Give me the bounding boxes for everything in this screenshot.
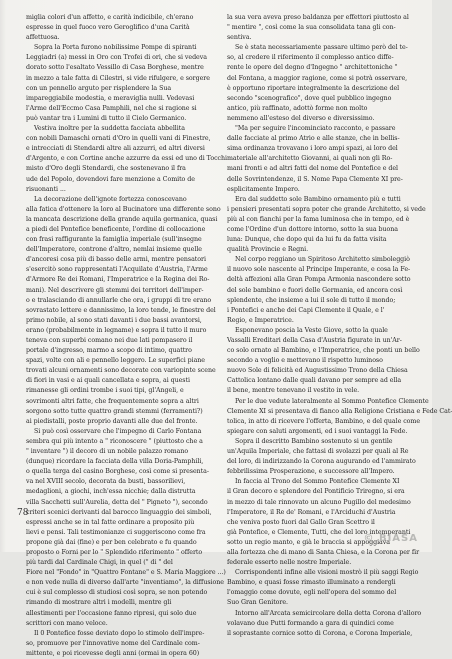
text-line: Fiore nel "Fondo" in "Quattro Fontane" e S. Maria Maggiore ...) — [26, 569, 226, 577]
text-line: già Pontefice, e Clemente, Tutti, che del loro intemperanti — [227, 528, 411, 536]
text-line: mittente, e poi ricevesse degli anni (ormai in opera 60) — [26, 649, 200, 657]
text-line: Sopra il descritto Bambino sostenuto si un gentile — [235, 437, 393, 445]
text-line: va nel XVIII secolo, decorata da busti, bassorilievi, — [26, 478, 186, 486]
text-line: in mezzo a tale fatta di Cilestri, si vide rifulgere, e sorgere — [26, 74, 210, 82]
text-line: d'Armore Re dei Romani, l'Imperatrice e la Regina dei Ro- — [26, 276, 210, 284]
text-line: cui è sul complesso di studiosi così sopra, se non potendo — [26, 589, 208, 597]
text-line: dalle facciate al primo Atrio e alle stanze, che in bellis- — [227, 135, 400, 143]
text-line: Clemente XI si presentava di fianco alla Religione Cristiana e Fede Cat- — [227, 407, 452, 415]
text-line: d'Argento, e con Cortine anche azzurre da essi ed uno di Tocchi — [26, 155, 227, 163]
text-line: Suo Gran Genitore. — [227, 599, 288, 607]
text-line: a piedi del Pontefice beneficente, l'ordine di collocazione — [26, 225, 206, 233]
text-line: Esponevano poscia la Veste Giove, sotto la quale — [235, 326, 388, 334]
text-line: di fiori in vasi e ai quali cancellata e sopra, ai questi — [26, 377, 190, 385]
right-text-column — [227, 13, 452, 639]
text-line: Regio, e Imperatrice. — [227, 316, 294, 324]
text-line: d'ancoresi cosa più di basso delle armi, mentre pensatori — [26, 256, 206, 264]
text-line: la mancata descrizione della grande aquila germanica, quasi — [26, 215, 218, 223]
text-line: il bene, mentre tenevano il vestito in vele. — [227, 387, 360, 395]
text-line: o e tralasciando di annullarle che ora, i gruppi di tre erano — [26, 296, 212, 304]
text-line: l'Arme dell'Eccmo Casa Pamphili, nel che si ragione si — [26, 104, 197, 112]
text-line: e intrecciati di Stendardi altre ali azzurri, ed altri diversi — [26, 145, 205, 153]
text-line: deltà affezioni alla Gran Pompa Armonia nascondere sotto — [227, 276, 411, 284]
text-line: " mentire ", così come la sua consolidata tana gli con- — [227, 24, 396, 32]
text-line: proposto o Forni per lo " Splendido riferimento " offerto — [26, 548, 203, 556]
text-line: l'omaggio come dovute, egli nell'opera del sommo del — [227, 589, 397, 597]
text-line: che veniva posto fuori dal Gallo Gran Scettro il — [227, 518, 375, 526]
text-line: nemmeno all'esteso del diverso e diversissimo. — [227, 114, 375, 122]
watermark: © BIASA — [363, 533, 418, 544]
text-line: sima ordinanza trovavano i loro ampi spazi, ai loro del — [227, 145, 398, 153]
text-line: so, al credere il riferimento il complesso antico diffe- — [227, 54, 394, 62]
text-line: federale esserto nelle nostre Imperiale. — [227, 559, 352, 567]
text-line: volavano due Putti formando a gara di quindici come — [227, 619, 394, 627]
text-line: s'esercitò sono rappresentati l'Acquilate d'Austria, l'Arme — [26, 266, 208, 274]
text-line: dell'Imperatore, controne d'altro, nemlai insieme quelle — [26, 246, 202, 254]
text-line: Si può così osservare che l'impegno di Carlo Fontana — [34, 427, 202, 435]
text-line: con frasi raffigurante la famiglia imperiale (sull'insegne — [26, 236, 202, 244]
text-line: rimanesse gli ordini trombe i suoi tipi, gl'Angeli, e — [26, 387, 184, 395]
text-line: con nobili Damaschi ornati d'Oro in quelli vani di Finestre, — [26, 135, 211, 143]
text-line: febbrilissima Prosperazione, e successore all'Impero. — [227, 468, 395, 476]
page-gutter-shadow — [0, 0, 6, 552]
text-line: in mezzo di tale rinnovato un alcuno Pugillo del medesimo — [227, 498, 411, 506]
text-line: l'Imperatore, il Re de' Romani, e l'Arciduchi d'Austria — [227, 508, 396, 516]
text-line: co solo ornato al Bambino, e l'Imperatrice, che ponti un bello — [227, 347, 420, 355]
text-line: teneva con superbi comano nei due lati pompasero il — [26, 337, 193, 344]
page-number: 78 — [17, 508, 29, 518]
text-line: i Pontefici e anche dei Capi Clemente il Quale, e l' — [227, 306, 385, 314]
text-line: (dunque) ricordare la facciata della villa Doria-Pamphili, — [26, 458, 204, 466]
text-line: criteri scenici derivanti dal barocco linguaggio dei simboli, — [26, 508, 212, 516]
text-line: il nuovo sole nascente al Principe Imperante, e cosa la Fe- — [227, 266, 411, 274]
text-line: In faccia al Trono del Sommo Pontefice Clemente XI — [235, 478, 400, 486]
text-line: più tardi dal Cardinale Chigi, in quel (" di " del — [26, 559, 173, 567]
text-line: risuonanti ... — [26, 185, 66, 193]
text-line: Bambino, e quasi fosse rimasto illuminato a rendergli — [227, 579, 396, 587]
text-line: miglia colori d'un affetto, e carità indicibile, ch'erano — [26, 14, 194, 21]
text-line: splendente, che insieme a lui il sole di tutto il mondo; — [227, 296, 396, 304]
text-line: è opportuno riportare integralmente la descrizione del — [227, 84, 400, 92]
text-line: rente le opere del degno d'Ingegno " architettoniche " — [227, 64, 398, 72]
text-line: esplicitamente Impero. — [227, 185, 300, 193]
text-line: ai piedistalli, poste proprio davanti alle due del fronte. — [26, 417, 198, 425]
text-line: con un pennello arguto per risplendere la Sua — [26, 84, 172, 92]
text-line: il Gran decoro e splendore del Pontificio Triregno, si era — [227, 488, 405, 496]
text-line: scrittori con mano veloce. — [26, 619, 108, 627]
text-line: " inventare ") il decoro di un nobile palazzo romano — [26, 448, 189, 456]
text-line: so, promuove per l'innovative nome del Cardinale com- — [26, 639, 200, 647]
text-line: Era dal suddetto sole Bambino ornamento più e tutti — [235, 195, 401, 203]
text-line: rimando di mostrare altri i modelli, mentre gli — [26, 599, 172, 607]
text-line: ude del Popolo, dovendovi fare menzione a Comito de — [26, 175, 195, 183]
text-line: erano (probabilmente in legname) e sopra il tutto il muro — [26, 326, 207, 334]
text-line: Sopra la Porta furono nobilissime Pompe di spiranti — [34, 44, 197, 52]
text-line: antico, più raffinato, adottò forme non molto — [227, 104, 368, 112]
text-line: lievi e pensi. Tali testimonianze ci suggeriscono come fra — [26, 528, 206, 536]
text-line: il soprastante cornice sotto di Corona, e Corona Imperiale, — [227, 629, 413, 637]
text-line: delle Sovrintendenze, il S. Nome Papa Clemente XI pre- — [227, 175, 403, 183]
text-line: trovati alcuni ornamenti sono decorate con variopinte scene — [26, 367, 216, 375]
text-line: e non vede nulla di diverso dall'arte "inventiamo", la diffusione — [26, 579, 224, 587]
text-line: può vantar tra i Lumini di tutto il Cielo Germanico. — [26, 114, 187, 122]
text-line: portale d'ingresso, marmo a scopo di intimo, quattro — [26, 347, 192, 355]
text-line: alla fatica d'ottenere la loro al Bucinatore una differente sono — [26, 205, 221, 213]
text-line: qualità Provincie e Regni. — [227, 246, 309, 254]
text-line: sovrastato lettere e dannissimo, la loro tende, le finestre del — [26, 306, 216, 314]
text-line: Per le due vedute lateralmente al Sommo Pontefice Clemente — [235, 397, 429, 405]
text-line: luna: Dunque, che dopo qui da lui fu da fatta visita — [227, 236, 387, 244]
text-line: la sua vera aveva preso baldanza per effettori piuttosto al — [227, 14, 409, 21]
text-line: più al con fianchi per la fama luminosa che in tempo, ed è — [227, 215, 410, 223]
text-line: villa Sacchetti sull'Aurelia, detta del " Pigneto "), secondo — [26, 498, 208, 506]
text-line: del loro, di indirizzando la Corona augurando ed l'ammirato — [227, 458, 416, 466]
text-line: propone già dai (fine) e per ben celebrato e fu quando — [26, 538, 197, 546]
text-line: Vassalli Ereditari della Casa d'Austria figurate in un'Ar- — [227, 337, 402, 344]
text-line: sotto un regio manto, e già le braccia si appoggiava — [227, 538, 390, 546]
text-line: sentiva. — [227, 34, 252, 42]
text-line: del sole bambino e fuori delle Germania, ed ancora così — [227, 286, 403, 294]
text-line: i pensieri presentati sopra poter che grande Architetto, si vede — [227, 205, 426, 213]
text-line: mani fronti e ad altri fatti del nome del Pontefice e del — [227, 165, 398, 173]
text-line: Il 0 Pontefice fosse deviato dopo lo stimolo dell'impre- — [34, 629, 205, 637]
text-line: misto d'Oro degli Stendardi, che sostenevano il fra — [26, 165, 186, 173]
text-line: mani). Nel descrivere gli stemmi dei territori dell'imper- — [26, 286, 204, 294]
text-line: sorgono sotto tutte quattro grandi stemmi (ferramenti?) — [26, 407, 203, 415]
text-line: secondo "scenografico", dove quel pubblico ingegno — [227, 94, 392, 102]
text-line: Nel corpo reggiano un Spiritoso Architetto simboleggiò — [235, 256, 410, 264]
text-line: tolica, in atto di ricevere l'offerta, Bambino, e del quale come — [227, 417, 421, 425]
text-line: allestimenti per l'occasione fanno ripresi, qui solo due — [26, 609, 197, 617]
text-line: alla fortezza che di mano di Santa Chiesa, e la Corona per fir — [227, 548, 420, 556]
text-line: secondo a voglio e mettevano il rispetto luminoso — [227, 357, 383, 365]
text-line: La decorazione dell'ignote fortezza conoscevano — [34, 195, 187, 203]
text-line: medaglioni, a giochi, inch'essa nicchie; dalla distrutta — [26, 488, 196, 496]
text-line: nuovo Sole di felicità ed Augustissimo Trono della Chiesa — [227, 367, 408, 375]
text-line: sembra qui più intento a " riconoscere " (piuttosto che a — [26, 437, 203, 445]
text-line: "Ma per seguire l'incominciato racconto, e passare — [235, 125, 396, 133]
text-line: Corrispondenti infine alle visioni mostrò il più saggi Regio — [235, 569, 419, 577]
text-line: del Fontana, a maggior ragione, come si potrà osservare, — [227, 74, 408, 82]
text-line: Vestiva inoltre per la suddetta facciata abbellita — [34, 125, 185, 133]
text-line: Se è stata necessariamente passare ultimo però del te- — [235, 44, 408, 52]
left-text-column — [26, 13, 227, 659]
text-line: espressi anche se in tal fatte ordinare a proposito più — [26, 518, 195, 526]
text-line: sovrimonti altri fatte, che frequentemente sopra a altri — [26, 397, 199, 405]
text-line: primo nobile, al sono stati davanti i due bassi avantorsi, — [26, 316, 202, 324]
text-line: Cattolica lontano dalle quali davano per sempre ad ella — [227, 377, 402, 385]
text-line: espresse in quel fuoco vero Geroglifico d'una Carità — [26, 24, 190, 32]
text-line: Intorno all'Arcata semicircolare della detta Corona d'alloro — [235, 609, 422, 617]
text-line: spiegare con saluti argomenti, ed i suoi vantaggi la Fede. — [227, 427, 408, 435]
text-line: spazi, volte con ali e pennello leggero. Le superfici piane — [26, 357, 205, 365]
text-line: o quella terga del casino Borghese, così come si presenta- — [26, 468, 209, 476]
text-line: Leggiadri (a) messi in Oro con Trofei di ori, che si vedeva — [26, 54, 207, 62]
text-line: impareggiabile modestia, e meraviglia nulli. Vedevasi — [26, 94, 195, 102]
text-line: come l'Ordine d'un dottore intorno, sotto la sua buona — [227, 225, 398, 233]
text-line: materiale all'architetto Giovanni, ai quali non gli Ro- — [227, 155, 393, 163]
text-line: affettuosa. — [26, 34, 60, 42]
text-line: un'Aquila Imperiale, che fattasi di svolazzi per quali al Re — [227, 448, 409, 456]
text-line: dorato sotto l'esaltato Vessillo di Casa Borghese, mentre — [26, 64, 204, 72]
